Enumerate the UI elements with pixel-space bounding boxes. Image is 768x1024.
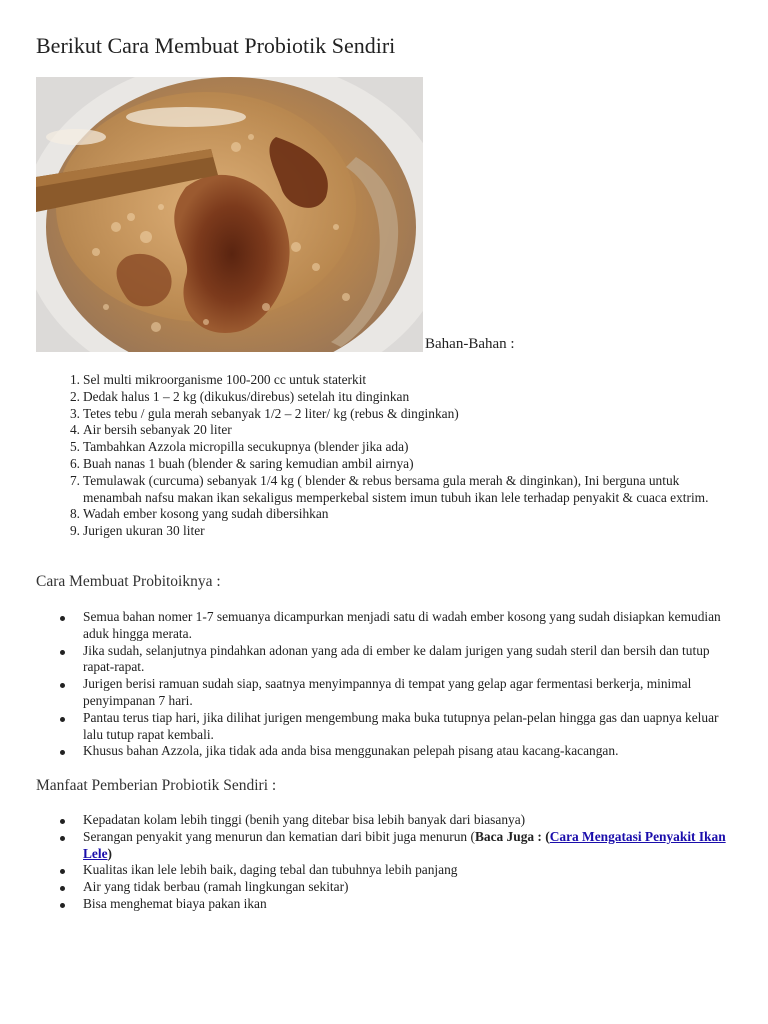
list-item — [36, 439, 736, 456]
list-number: 3. — [69, 405, 80, 421]
list-item-text: Tambahkan Azzola micropilla secukupnya (blender jika ada) — [83, 439, 409, 455]
list-number: 8. — [69, 506, 80, 522]
list-item — [36, 422, 736, 439]
bullet-icon — [60, 616, 65, 621]
closing-paren: ) — [107, 845, 113, 861]
list-item — [36, 710, 736, 744]
photo-row — [36, 76, 515, 352]
list-item-text: Temulawak (curcuma) sebanyak 1/4 kg ( blender & rebus bersama gula merah & dinginkan), Ini berguna untuk menambah nafsu makan ikan sekaligus memperkebal sistem imun tubuh ikan lele terhadap penyakit & cuaca extrim. — [83, 472, 709, 505]
list-item-text: Jurigen berisi ramuan sudah siap, saatnya menyimpannya di tempat yang gelap agar fermentasi berkerja, minimal penyimpanan 7 hari. — [83, 676, 692, 708]
benefits-heading: Manfaat Pemberian Probiotik Sendiri : — [36, 777, 277, 794]
list-number: 6. — [69, 455, 80, 471]
bullet-icon — [60, 683, 65, 688]
list-item — [36, 643, 736, 677]
steps-list — [36, 609, 736, 760]
list-item — [36, 473, 736, 507]
list-item — [36, 743, 736, 760]
bullet-icon — [60, 836, 65, 841]
list-item — [36, 862, 736, 879]
list-number: 7. — [69, 472, 80, 488]
list-item-text: Jika sudah, selanjutnya pindahkan adonan yang ada di ember ke dalam jurigen yang sudah steril dan bersih dan tutup rapat-rapat. — [83, 642, 710, 675]
list-item-text: Kualitas ikan lele lebih baik, daging tebal dan tubuhnya lebih panjang — [83, 862, 458, 878]
list-item — [36, 829, 736, 863]
list-item — [36, 372, 736, 389]
bullet-icon — [60, 717, 65, 722]
bullet-icon — [60, 750, 65, 755]
list-item-text: Pantau terus tiap hari, jika dilihat jurigen mengembung maka buka tutupnya pelan-pelan hingga gas dan uapnya keluar lalu tutup rapat kembali. — [83, 709, 719, 742]
bullet-icon — [60, 886, 65, 891]
list-item — [36, 676, 736, 710]
list-item — [36, 523, 736, 540]
list-number: 4. — [69, 422, 80, 438]
list-item — [36, 609, 736, 643]
list-item-text: Sel multi mikroorganisme 100-200 cc untuk staterkit — [83, 372, 367, 387]
list-item-text: Kepadatan kolam lebih tinggi (benih yang ditebar bisa lebih banyak dari biasanya) — [83, 812, 526, 827]
list-number: 2. — [69, 388, 80, 404]
list-number: 5. — [69, 439, 80, 455]
list-item-text: Wadah ember kosong yang sudah dibersihkan — [83, 506, 329, 522]
list-item-text: Serangan penyakit yang menurun dan kematian dari bibit juga menurun ( — [83, 828, 475, 844]
list-item-text: Khusus bahan Azzola, jika tidak ada anda bisa menggunakan pelepah pisang atau kacang-kacangan. — [83, 743, 619, 759]
page-title: Berikut Cara Membuat Probiotik Sendiri — [36, 33, 396, 58]
list-item-text: Tetes tebu / gula merah sebanyak 1/2 – 2 liter/ kg (rebus & dinginkan) — [83, 405, 459, 421]
list-item-text: Jurigen ukuran 30 liter — [83, 523, 205, 539]
list-number: 1. — [69, 372, 80, 387]
see-also-label: Baca Juga : ( — [474, 828, 550, 844]
list-item-text: Air yang tidak berbau (ramah lingkungan sekitar) — [83, 879, 349, 895]
bullet-icon — [60, 819, 65, 824]
list-item — [36, 506, 736, 523]
list-item — [36, 456, 736, 473]
list-item — [36, 879, 736, 896]
list-item-text: Dedak halus 1 – 2 kg (dikukus/direbus) setelah itu dinginkan — [83, 388, 410, 404]
list-item — [36, 389, 736, 406]
related-article-link[interactable]: Cara Mengatasi Penyakit Ikan Lele — [83, 828, 726, 861]
bullet-icon — [60, 903, 65, 908]
bullet-icon — [60, 869, 65, 874]
list-item — [36, 896, 736, 913]
benefits-list — [36, 812, 736, 913]
list-item-text: Buah nanas 1 buah (blender & saring kemudian ambil airnya) — [83, 455, 414, 471]
list-item-text: Air bersih sebanyak 20 liter — [83, 422, 232, 438]
list-item-text: Bisa menghemat biaya pakan ikan — [83, 895, 267, 911]
list-number: 9. — [69, 523, 80, 539]
ingredients-heading: Bahan-Bahan : — [425, 336, 515, 352]
probiotic-mixture-photo — [36, 77, 423, 352]
bullet-icon — [60, 650, 65, 655]
list-item-text: Semua bahan nomer 1-7 semuanya dicampurkan menjadi satu di wadah ember kosong yang sudah disiapkan kemudian aduk hingga merata. — [83, 609, 721, 641]
list-item — [36, 812, 736, 829]
list-item — [36, 406, 736, 423]
ingredients-list — [36, 372, 736, 540]
steps-heading: Cara Membuat Probitoiknya : — [36, 573, 221, 590]
